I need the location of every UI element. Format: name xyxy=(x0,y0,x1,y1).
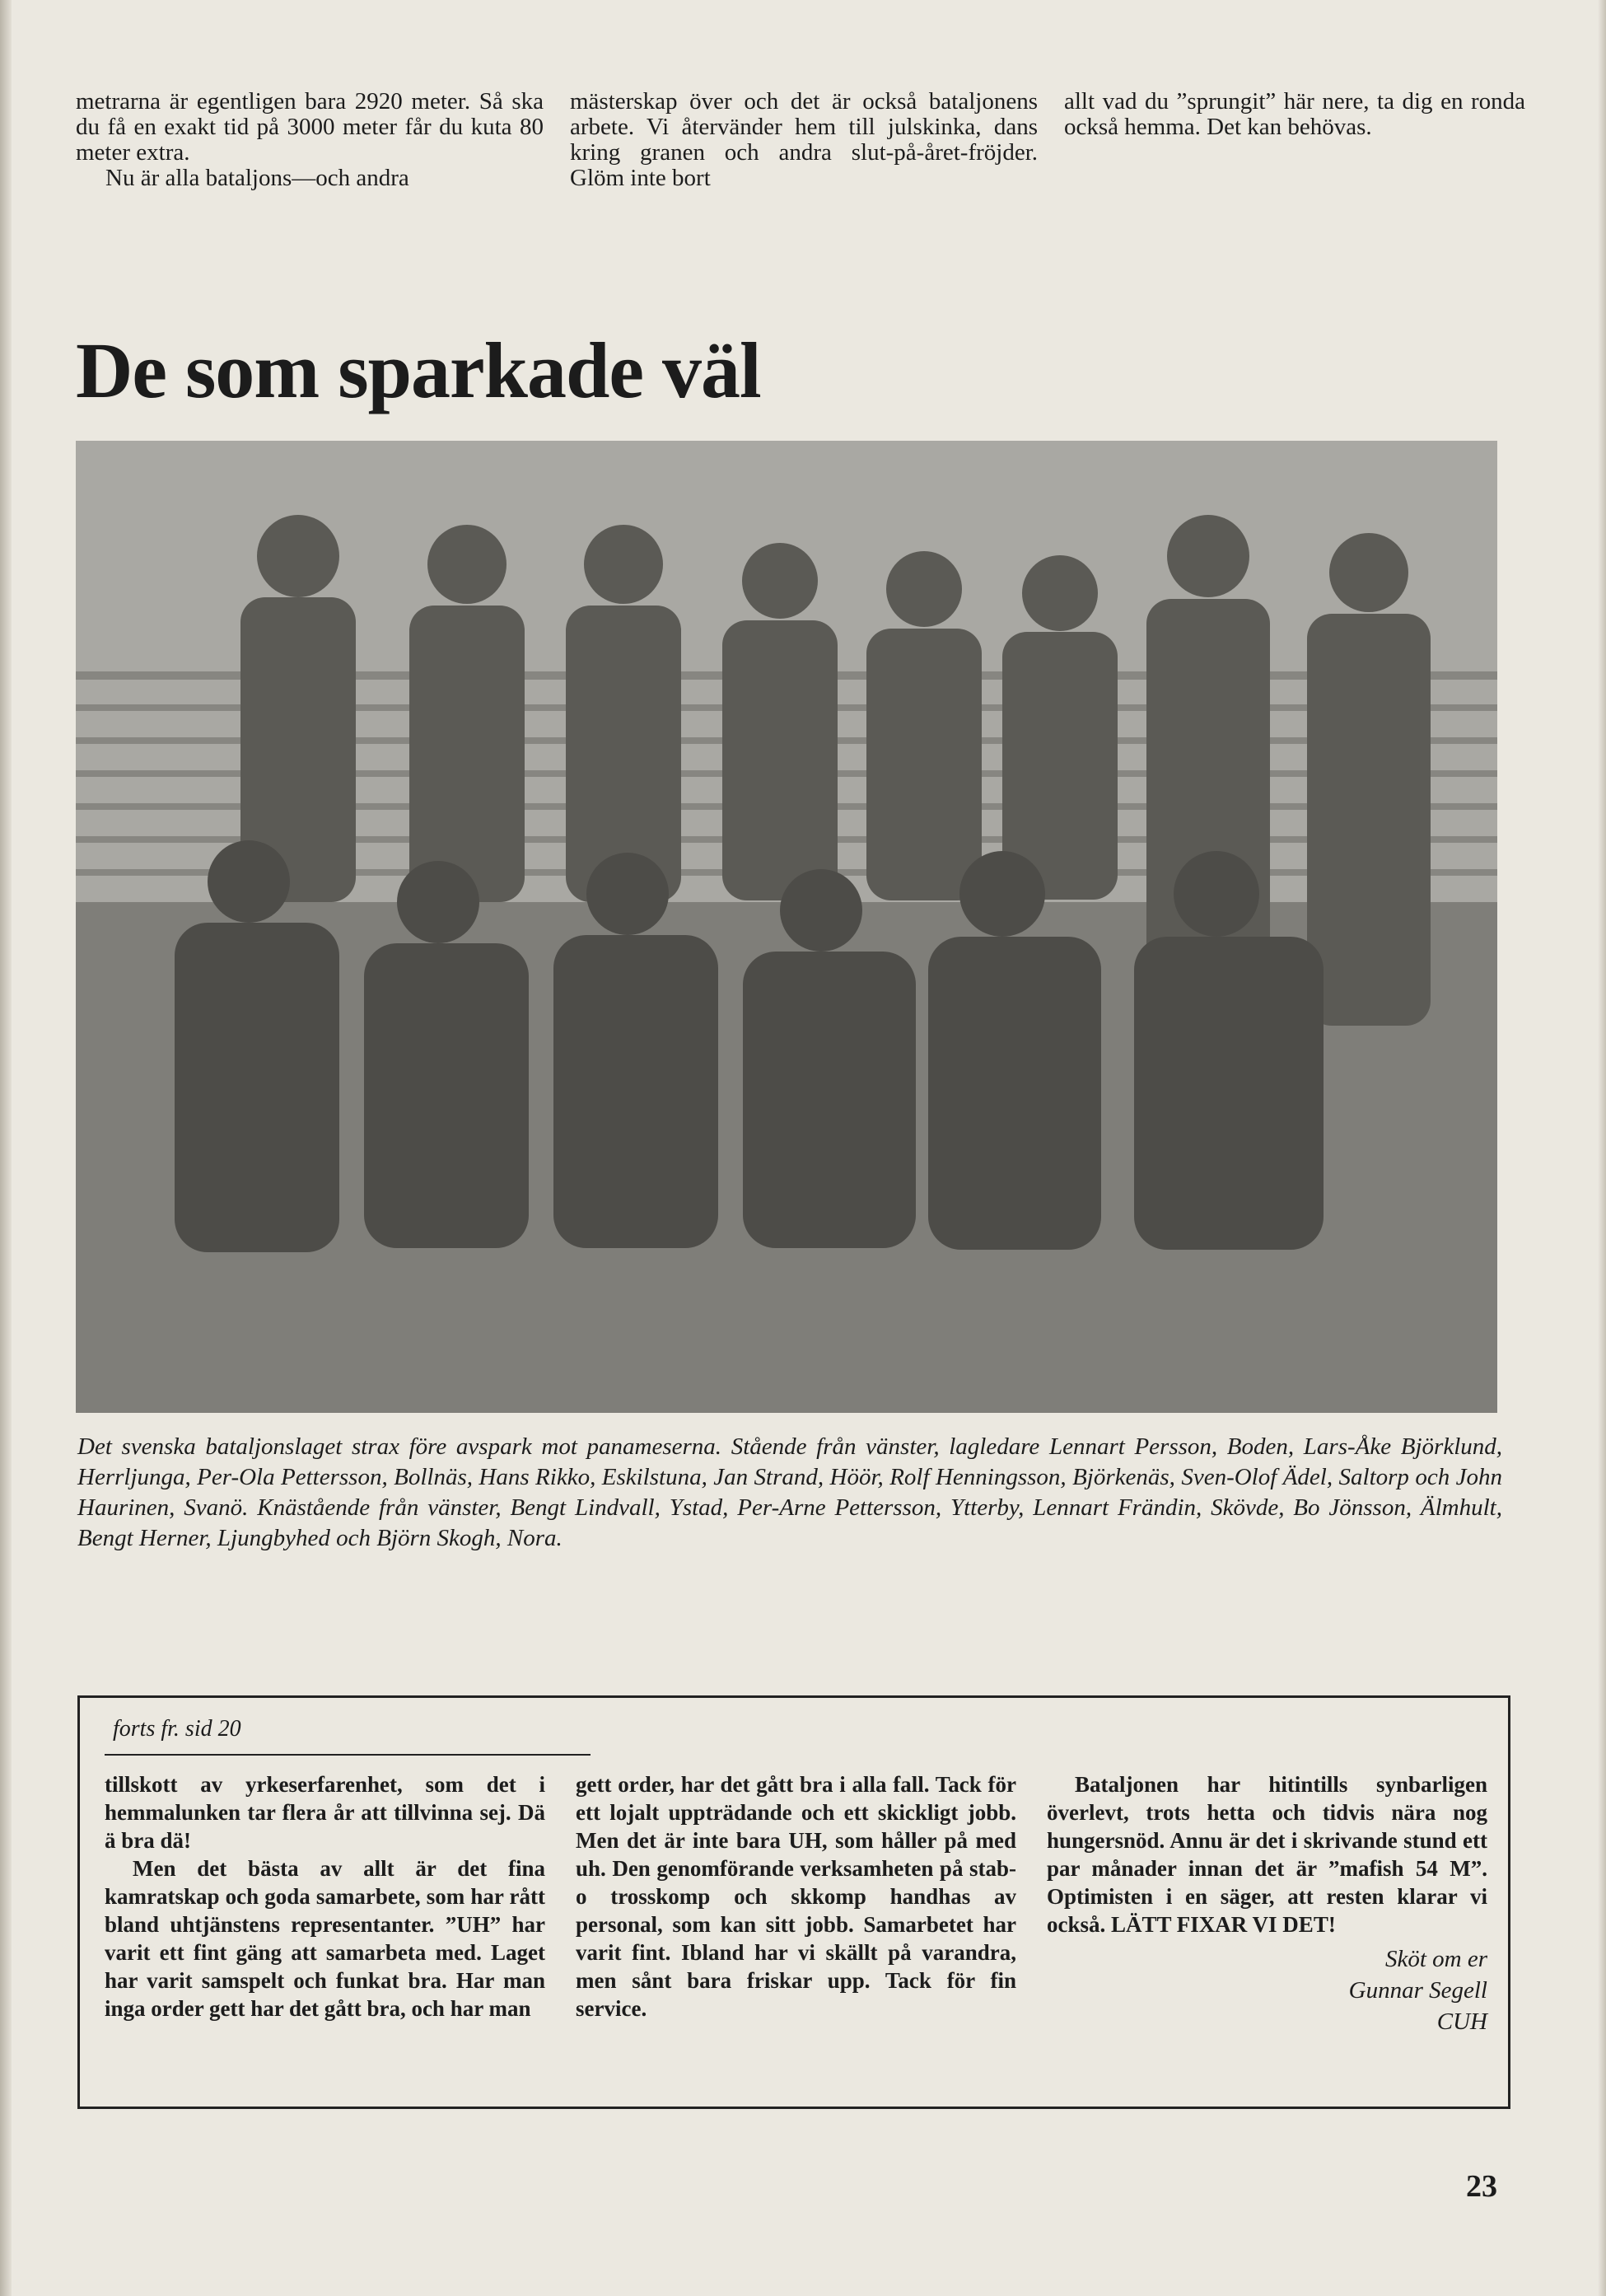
signature-line: Sköt om er xyxy=(1384,1946,1487,1972)
headline: De som sparkade väl xyxy=(76,326,761,414)
box-paragraph: Men det bästa av allt är det fina kamratskap och goda samarbete, som har rått bland uhtjänstens representanter. ”UH” har varit ett fint gäng att samarbeta med. Laget har varit samspelt och funkat bra. Har man inga order gett har det gått bra, och har man xyxy=(105,1856,545,2021)
signature-line: CUH xyxy=(1436,2008,1487,2035)
signature xyxy=(1047,1943,1487,2037)
signature-line: Gunnar Segell xyxy=(1348,1977,1487,2004)
page-number: 23 xyxy=(1466,2169,1497,2204)
box-paragraph: Bataljonen har hitintills synbarligen överlevt, trots hetta och tidvis nära nog hungersnöd. Annu är det i skrivande stund ett par månader innan det är ”mafish 54 M”. Optimisten i en säger, att resten klarar vi också. LÄTT FIXAR VI DET! xyxy=(1047,1772,1487,1937)
top-article-columns xyxy=(76,89,1525,191)
box-paragraph: tillskott av yrkeserfarenhet, som det i hemmalunken tar flera år att tillvinna sej. Dä ä bra dä! xyxy=(105,1772,545,1853)
box-column-1 xyxy=(105,1770,545,2037)
team-photo-icon xyxy=(76,441,1497,1413)
box-divider xyxy=(105,1754,591,1756)
box-columns xyxy=(105,1770,1488,2037)
top-column-1 xyxy=(76,89,544,191)
photo-caption: Det svenska bataljonslaget strax före avspark mot panameserna. Stående från vänster, lagledare Lennart Persson, Boden, Lars-Åke Björklund, Herrljunga, Per-Ola Pettersson, Bollnäs, Hans Rikko, Eskilstuna, Jan Strand, Höör, Rolf Henningsson, Björkenäs, Sven-Olof Ädel, Saltorp och John Haurinen, Svanö. Knästående från vänster, Bengt Lindvall, Ystad, Per-Arne Pettersson, Ytterby, Lennart Frändin, Skövde, Bo Jönsson, Älmhult, Bengt Herner, Ljungbyhed och Björn Skogh, Nora. xyxy=(77,1433,1502,1551)
page-edge-left xyxy=(0,0,12,2296)
continued-from-label: forts fr. sid 20 xyxy=(113,1716,241,1742)
top-column-2 xyxy=(570,89,1038,191)
continued-article-box xyxy=(77,1695,1510,2109)
top-paragraph: allt vad du ”sprungit” här nere, ta dig en ronda också hemma. Det kan behövas. xyxy=(1064,88,1525,140)
box-column-3 xyxy=(1047,1770,1487,2037)
top-paragraph: Nu är alla bataljons—och andra xyxy=(105,165,409,191)
page-edge-right xyxy=(1598,0,1606,2296)
top-paragraph: metrarna är egentligen bara 2920 meter. Så ska du få en exakt tid på 3000 meter får du kuta 80 meter extra. xyxy=(76,88,544,166)
team-photo xyxy=(76,441,1497,1413)
box-column-2 xyxy=(576,1770,1016,2037)
top-paragraph: mästerskap över och det är också bataljonens arbete. Vi återvänder hem till julskinka, dans kring granen och andra slut-på-året-fröjder. Glöm inte bort xyxy=(570,88,1038,191)
top-column-3 xyxy=(1064,89,1525,191)
box-paragraph: gett order, har det gått bra i alla fall. Tack för ett lojalt uppträdande och ett skickligt jobb. Men det är inte bara UH, som håller på med uh. Den genomförande verksamheten på stab-o trosskomp och skkomp handhas av personal, som kan sitt jobb. Samarbetet har varit fint. Ibland har vi skällt på varandra, men sånt bara friskar upp. Tack för fin service. xyxy=(576,1772,1016,2021)
